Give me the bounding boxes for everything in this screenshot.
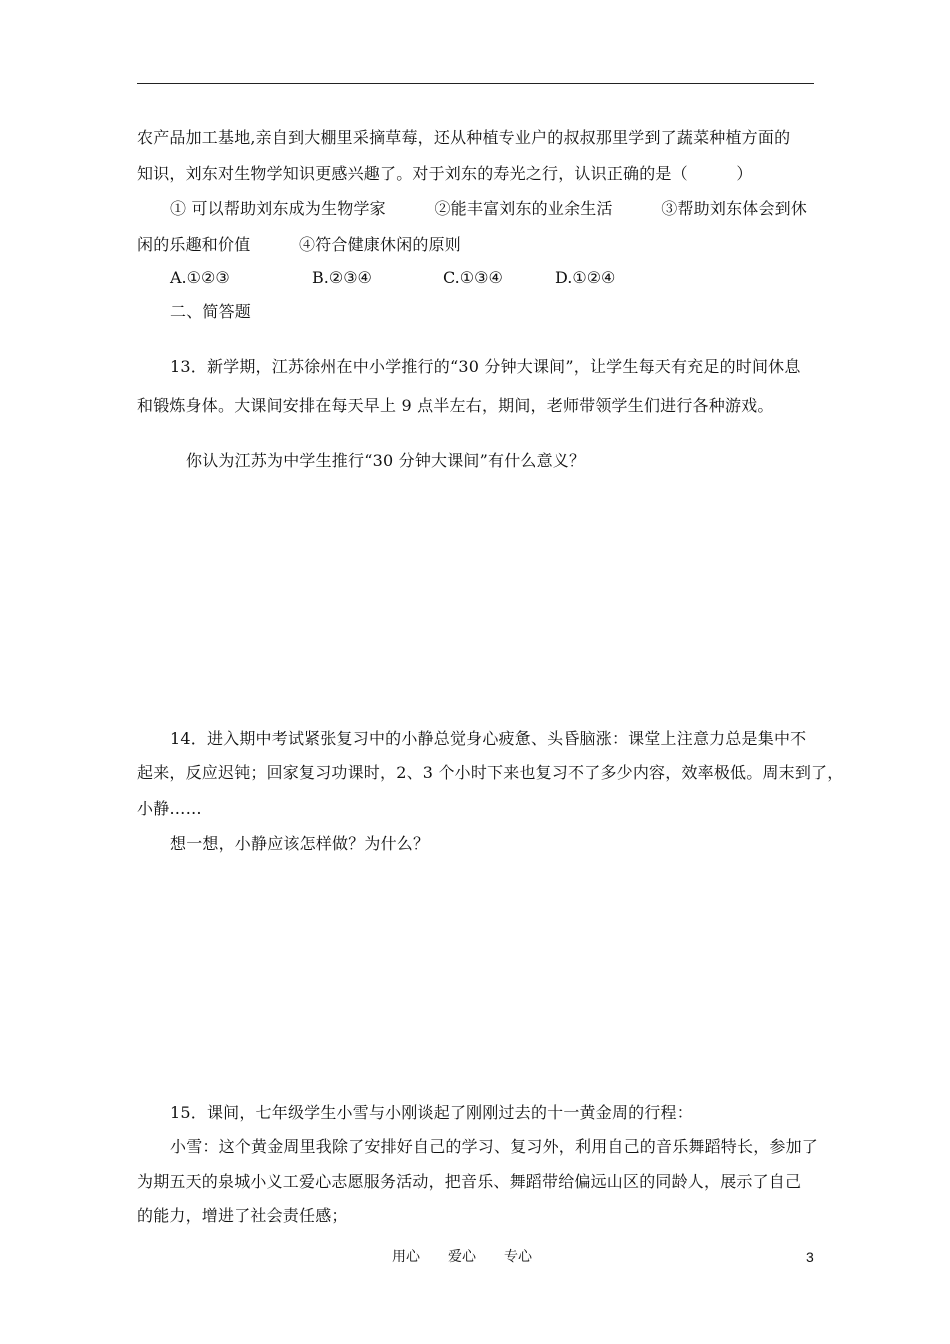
statements-line-1: ① 可以帮助刘东成为生物学家 ②能丰富刘东的业余生活 ③帮助刘东体会到休 (170, 199, 808, 218)
option-c: C.①③④ (443, 268, 503, 287)
continued-question-line-1: 农产品加工基地,亲自到大棚里采摘草莓，还从种植专业户的叔叔那里学到了蔬菜种植方面的 (137, 128, 791, 147)
q14-line-1: 14．进入期中考试紧张复习中的小静总觉身心疲惫、头昏脑涨：课堂上注意力总是集中不 (170, 729, 807, 748)
q15-line-4: 的能力，增进了社会责任感； (137, 1206, 348, 1225)
q13-line-1: 13．新学期，江苏徐州在中小学推行的“30 分钟大课间”，让学生每天有充足的时间休息 (170, 357, 801, 376)
q13-line-2: 和锻炼身体。大课间安排在每天早上 9 点半左右，期间，老师带领学生们进行各种游戏。 (137, 396, 774, 415)
q15-line-1: 15．课间，七年级学生小雪与小刚谈起了刚刚过去的十一黄金周的行程： (170, 1103, 693, 1122)
header-rule (137, 83, 814, 84)
option-d: D.①②④ (555, 268, 616, 287)
statements-line-2: 闲的乐趣和价值 ④符合健康休闲的原则 (137, 235, 462, 254)
page-number: 3 (806, 1249, 814, 1265)
continued-question-line-2: 知识，刘东对生物学知识更感兴趣了。对于刘东的寿光之行，认识正确的是（ ） (137, 164, 753, 183)
q14-prompt: 想一想，小静应该怎样做？为什么？ (170, 834, 430, 853)
q15-line-2: 小雪：这个黄金周里我除了安排好自己的学习、复习外，利用自己的音乐舞蹈特长，参加了 (170, 1137, 819, 1156)
q14-line-2: 起来，反应迟钝；回家复习功课时，2、3 个小时下来也复习不了多少内容，效率极低。周末到了， (137, 763, 844, 782)
q15-line-3: 为期五天的泉城小义工爱心志愿服务活动，把音乐、舞蹈带给偏远山区的同龄人，展示了自己 (137, 1172, 802, 1191)
option-b: B.②③④ (312, 268, 372, 287)
option-a: A.①②③ (170, 268, 230, 287)
q14-line-3: 小静…… (137, 799, 202, 818)
q13-prompt: 你认为江苏为中学生推行“30 分钟大课间”有什么意义？ (186, 451, 586, 470)
section-title: 二、简答题 (170, 302, 252, 321)
footer-motto: 用心 爱心 专心 (392, 1249, 532, 1265)
